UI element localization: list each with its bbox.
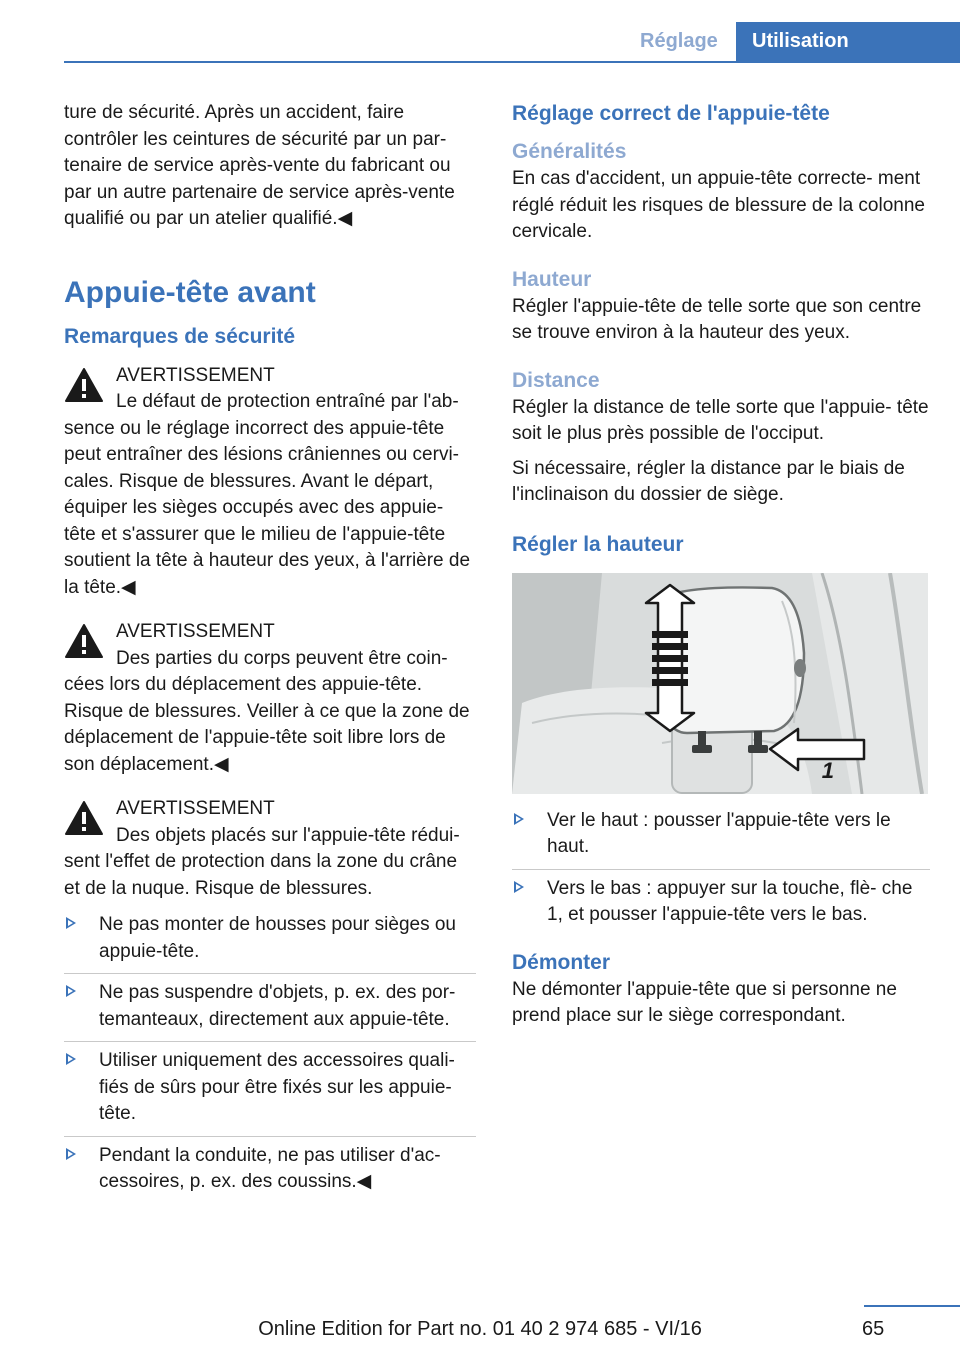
list-item: Ne pas suspendre d'objets, p. ex. des por‐ temanteaux, directement aux appuie-tête. <box>64 973 476 1041</box>
footer-edition: Online Edition for Part no. 01 40 2 974 685 - VI/16 <box>258 1318 702 1340</box>
general-paragraph: En cas d'accident, un appuie-tête correcte‐ ment réglé réduit les risques de blessure de la colonne cervicale. <box>512 168 925 242</box>
warning-text-first: Des objets placés sur l'appuie-tête rédui‐ <box>116 824 460 846</box>
safety-heading: Remarques de sécurité <box>64 324 296 348</box>
left-column <box>64 100 476 1204</box>
warning-icon <box>64 367 104 403</box>
warning-icon <box>64 623 104 659</box>
adjust-height-heading: Régler la hauteur <box>512 532 684 556</box>
general-heading: Généralités <box>512 140 627 163</box>
triangle-bullet-icon <box>514 881 524 893</box>
right-section-title: Réglage correct de l'appuie-tête <box>512 102 830 125</box>
warning-block-3 <box>64 796 476 902</box>
warning-text-first: Des parties du corps peuvent être coin‐ <box>116 647 448 669</box>
section-title: Appuie-tête avant <box>64 275 316 309</box>
warning-block-2 <box>64 619 476 778</box>
warning-label: AVERTISSEMENT <box>116 621 275 642</box>
page-number: 65 <box>862 1318 885 1340</box>
warning-label: AVERTISSEMENT <box>116 364 275 386</box>
height-paragraph: Régler l'appuie-tête de telle sorte que son centre se trouve environ à la hauteur des yeux. <box>512 295 922 343</box>
adjust-bullet-list <box>512 808 930 937</box>
list-item: Ver le haut : pousser l'appuie-tête vers le haut. <box>512 808 930 869</box>
distance-paragraph-2: Si nécessaire, régler la distance par le biais de l'inclinaison du dossier de siège. <box>512 457 905 505</box>
footer-rule <box>864 1305 960 1307</box>
list-item: Vers le bas : appuyer sur la touche, flè‐ che 1, et pousser l'appuie-tête vers le bas. <box>512 869 930 937</box>
warning-icon <box>64 800 104 836</box>
warning-text: cées lors du déplacement des appuie-tête. Risque de blessures. Veiller à ce que la zone de déplacement de l'appuie-tête soit libre lors de son déplacement.◀ <box>64 674 470 775</box>
triangle-bullet-icon <box>66 1148 76 1160</box>
header-section: Réglage <box>640 30 718 52</box>
distance-paragraph: Régler la distance de telle sorte que l'appuie- tête soit le plus près possible de l'occiput. <box>512 396 929 444</box>
list-item: Pendant la conduite, ne pas utiliser d'ac‐ cessoires, p. ex. des coussins.◀ <box>64 1136 476 1204</box>
list-item: Utiliser uniquement des accessoires quali‐ fiés de sûrs pour être fixés sur les appuie- tête. <box>64 1041 476 1136</box>
header-chapter-tab: Utilisation <box>736 22 960 63</box>
intro-paragraph: ture de sécurité. Après un accident, faire contrôler les ceintures de sécurité par un par‐ tenaire de service après-vente du fabricant ou par un autre partenaire de service après-vente qualifié ou par un atelier qualifié.◀ <box>64 102 455 229</box>
right-column <box>512 100 930 1030</box>
headrest-illustration <box>512 573 928 794</box>
figure-callout-1: 1 <box>821 758 834 783</box>
triangle-bullet-icon <box>66 917 76 929</box>
distance-heading: Distance <box>512 368 600 392</box>
list-item: Ne pas monter de housses pour sièges ou appuie-tête. <box>64 912 476 973</box>
height-heading: Hauteur <box>512 267 592 291</box>
warning-text: sent l'effet de protection dans la zone du crâne et de la nuque. Risque de blessures. <box>64 851 458 899</box>
remove-paragraph: Ne démonter l'appuie-tête que si personne ne prend place sur le siège correspondant. <box>512 978 897 1026</box>
triangle-bullet-icon <box>66 985 76 997</box>
warning-label: AVERTISSEMENT <box>116 798 275 819</box>
remove-heading: Démonter <box>512 950 611 974</box>
warning-text: sence ou le réglage incorrect des appuie-tête peut entraîner des lésions crâniennes ou cervi‐ cales. Risque de blessures. Avant le départ, équiper les sièges occupés avec des appuie- tête et s'assurer que le milieu de l'appuie-tête soutient la tête à hauteur des yeux, à l'arrière de la tête.◀ <box>64 417 471 598</box>
safety-bullet-list <box>64 912 476 1204</box>
triangle-bullet-icon <box>514 813 524 825</box>
warning-block-1 <box>64 363 476 602</box>
triangle-bullet-icon <box>66 1053 76 1065</box>
warning-text-first: Le défaut de protection entraîné par l'ab‐ <box>116 391 459 412</box>
